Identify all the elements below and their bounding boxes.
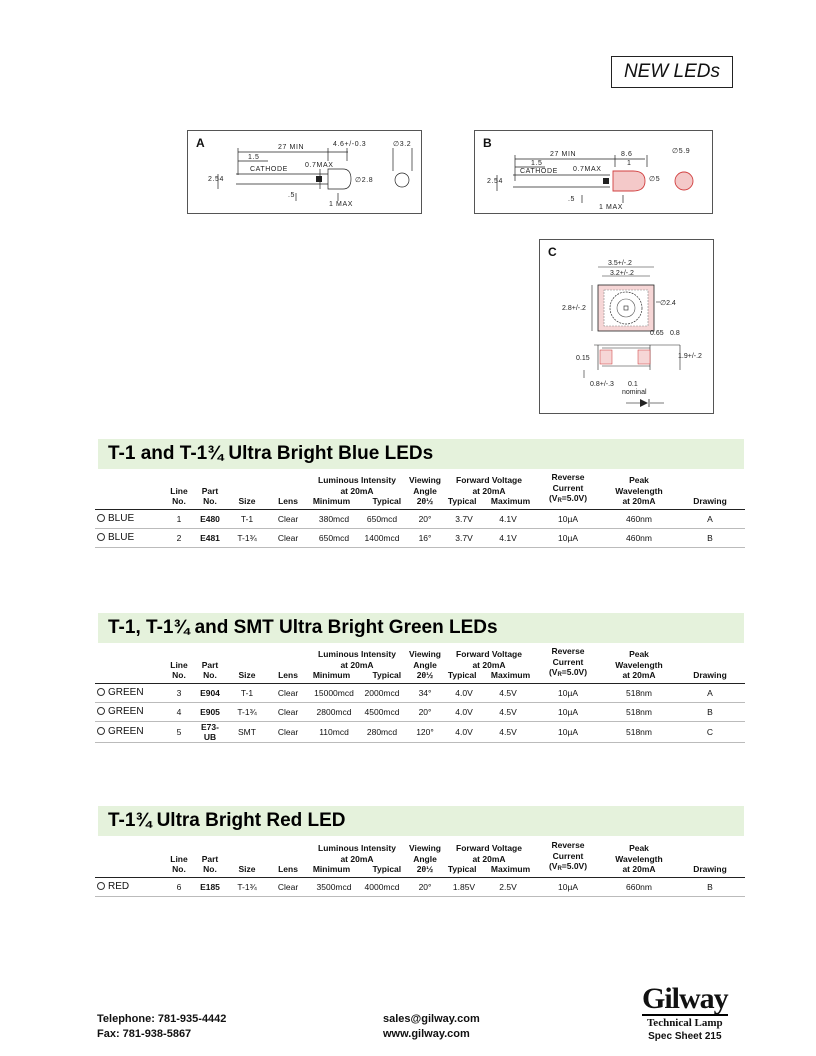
header-peak-wavelength: Peak Wavelength at 20mA xyxy=(603,840,675,877)
row-size: T-1¾ xyxy=(227,877,267,896)
dim-a-lead: 1.5 xyxy=(248,154,260,161)
dim-b-one: 1 xyxy=(627,160,632,167)
header-part-no: Part No. xyxy=(193,840,227,877)
row-wl: 518nm xyxy=(603,702,675,721)
row-color: GREEN xyxy=(95,683,165,702)
row-vtyp: 4.0V xyxy=(445,702,483,721)
row-color: RED xyxy=(95,877,165,896)
header-lens: Lens xyxy=(267,840,309,877)
table-row xyxy=(95,509,745,528)
row-size: T-1¾ xyxy=(227,702,267,721)
row-size: T-1¾ xyxy=(227,528,267,547)
gilway-logo xyxy=(642,982,728,1042)
row-vmax: 4.5V xyxy=(483,702,533,721)
new-leds-badge: NEW LEDs xyxy=(611,56,733,88)
dim-b-cathode: CATHODE xyxy=(520,168,558,175)
diagram-a-label: A xyxy=(196,136,205,150)
table-row xyxy=(95,721,745,742)
row-size: T-1 xyxy=(227,509,267,528)
row-part: E904 xyxy=(193,683,227,702)
row-typ: 2000mcd xyxy=(359,683,405,702)
spec-table-red xyxy=(95,840,745,897)
header-size: Size xyxy=(227,472,267,509)
dim-c-height: 2.8+/-.2 xyxy=(562,305,586,312)
dim-b-dia-lens: ∅5.9 xyxy=(672,148,691,155)
header-viewing-angle: Viewing Angle 2θ½ xyxy=(405,472,445,509)
row-vtyp: 3.7V xyxy=(445,528,483,547)
row-angle: 20° xyxy=(405,509,445,528)
row-color: GREEN xyxy=(95,721,165,742)
row-wl: 518nm xyxy=(603,683,675,702)
row-typ: 650mcd xyxy=(359,509,405,528)
telephone-text: Telephone: 781-935-4442 xyxy=(97,1013,227,1025)
header-line-no: Line No. xyxy=(165,472,193,509)
row-min: 110mcd xyxy=(309,721,359,742)
row-lens: Clear xyxy=(267,528,309,547)
header-luminous: Luminous Intensity at 20mA Minimum Typical xyxy=(309,646,405,683)
row-vtyp: 1.85V xyxy=(445,877,483,896)
header-peak-wavelength: Peak Wavelength at 20mA xyxy=(603,646,675,683)
email-link[interactable]: sales@gilway.com xyxy=(383,1013,480,1025)
row-drawing: B xyxy=(675,528,745,547)
row-vmax: 4.5V xyxy=(483,683,533,702)
dim-a-lead-dia: .5 xyxy=(288,192,296,199)
diagram-c-drawing xyxy=(540,240,715,415)
color-radio[interactable] xyxy=(97,514,105,522)
row-lens: Clear xyxy=(267,683,309,702)
row-lens: Clear xyxy=(267,509,309,528)
dim-a-pitch: 2.54 xyxy=(208,176,225,183)
header-part-no: Part No. xyxy=(193,646,227,683)
dim-c-pad: 0.65 xyxy=(650,330,664,337)
diagram-c xyxy=(539,239,714,414)
dim-c-pad-width: 0.8 xyxy=(670,330,680,337)
dim-c-lead: 0.8+/-.3 xyxy=(590,381,614,388)
dim-a-body: 4.6+/-0.3 xyxy=(333,141,367,148)
dim-b-pitch: 2.54 xyxy=(487,178,504,185)
color-radio[interactable] xyxy=(97,707,105,715)
header-part-no: Part No. xyxy=(193,472,227,509)
dim-b-body: 8.6 xyxy=(621,151,633,158)
logo-subtitle: Technical Lamp xyxy=(642,1014,728,1029)
row-vtyp: 4.0V xyxy=(445,721,483,742)
row-line: 4 xyxy=(165,702,193,721)
header-size: Size xyxy=(227,840,267,877)
row-typ: 1400mcd xyxy=(359,528,405,547)
dim-b-lead-dia: .5 xyxy=(568,196,576,203)
header-luminous: Luminous Intensity at 20mA Minimum Typical xyxy=(309,840,405,877)
header-peak-wavelength: Peak Wavelength at 20mA xyxy=(603,472,675,509)
row-angle: 16° xyxy=(405,528,445,547)
footer-contact-phone xyxy=(97,1012,226,1042)
row-drawing: C xyxy=(675,721,745,742)
header-luminous: Luminous Intensity at 20mA Minimum Typical xyxy=(309,472,405,509)
header-size: Size xyxy=(227,646,267,683)
row-line: 1 xyxy=(165,509,193,528)
table-row xyxy=(95,877,745,896)
header-color xyxy=(95,472,165,509)
dim-c-inner-width: 3.2+/-.2 xyxy=(610,270,634,277)
section-title-blue: T-1 and T-1¾ Ultra Bright Blue LEDs xyxy=(98,439,744,469)
row-angle: 20° xyxy=(405,702,445,721)
row-rc: 10µA xyxy=(533,528,603,547)
dim-c-nominal: nominal xyxy=(622,389,647,396)
spec-sheet-label: Spec Sheet 215 xyxy=(648,1031,722,1042)
dim-c-outer-width: 3.5+/-.2 xyxy=(608,260,632,267)
dim-a-dia-body: ∅2.8 xyxy=(355,177,374,184)
website-link[interactable]: www.gilway.com xyxy=(383,1028,470,1040)
section-title-red: T-1¾ Ultra Bright Red LED xyxy=(98,806,744,836)
row-color: BLUE xyxy=(95,528,165,547)
row-line: 2 xyxy=(165,528,193,547)
dim-a-cathode: CATHODE xyxy=(250,166,288,173)
dim-c-gap: 0.15 xyxy=(576,355,590,362)
footer-contact-web xyxy=(383,1012,480,1042)
row-rc: 10µA xyxy=(533,702,603,721)
dim-c-lens-dia: ∅2.4 xyxy=(660,300,676,307)
header-reverse-current: Reverse Current (VR=5.0V) xyxy=(533,646,603,683)
dim-c-thickness: 1.9+/-.2 xyxy=(678,353,702,360)
table-row xyxy=(95,683,745,702)
row-drawing: A xyxy=(675,683,745,702)
dim-a-length: 27 MIN xyxy=(278,144,305,151)
row-line: 5 xyxy=(165,721,193,742)
diagram-a xyxy=(187,130,422,214)
row-part: E905 xyxy=(193,702,227,721)
color-radio[interactable] xyxy=(97,533,105,541)
row-vmax: 4.1V xyxy=(483,509,533,528)
row-min: 650mcd xyxy=(309,528,359,547)
header-viewing-angle: Viewing Angle 2θ½ xyxy=(405,840,445,877)
dim-a-dia-lens: ∅3.2 xyxy=(393,141,412,148)
dim-b-dia-body: ∅5 xyxy=(649,176,661,183)
header-color xyxy=(95,840,165,877)
row-vtyp: 3.7V xyxy=(445,509,483,528)
row-vtyp: 4.0V xyxy=(445,683,483,702)
row-drawing: B xyxy=(675,877,745,896)
row-line: 6 xyxy=(165,877,193,896)
row-color: GREEN xyxy=(95,702,165,721)
row-wl: 660nm xyxy=(603,877,675,896)
row-vmax: 2.5V xyxy=(483,877,533,896)
section-title-green: T-1, T-1¾ and SMT Ultra Bright Green LEDs xyxy=(98,613,744,643)
header-reverse-current: Reverse Current (VR=5.0V) xyxy=(533,472,603,509)
row-wl: 460nm xyxy=(603,528,675,547)
row-min: 15000mcd xyxy=(309,683,359,702)
row-typ: 4500mcd xyxy=(359,702,405,721)
dim-b-length: 27 MIN xyxy=(550,151,577,158)
header-reverse-current: Reverse Current (VR=5.0V) xyxy=(533,840,603,877)
dim-b-lead: 1.5 xyxy=(531,160,543,167)
diagram-b-label: B xyxy=(483,136,492,150)
row-part: E185 xyxy=(193,877,227,896)
header-drawing: Drawing xyxy=(675,472,745,509)
header-lens: Lens xyxy=(267,472,309,509)
dim-a-flange: 0.7MAX xyxy=(305,162,334,169)
row-part: E480 xyxy=(193,509,227,528)
spec-table-blue xyxy=(95,472,745,548)
header-drawing: Drawing xyxy=(675,646,745,683)
row-lens: Clear xyxy=(267,721,309,742)
color-radio[interactable] xyxy=(97,688,105,696)
row-lens: Clear xyxy=(267,702,309,721)
row-drawing: B xyxy=(675,702,745,721)
row-wl: 518nm xyxy=(603,721,675,742)
row-rc: 10µA xyxy=(533,683,603,702)
row-part: E481 xyxy=(193,528,227,547)
row-min: 2800mcd xyxy=(309,702,359,721)
diagram-a-drawing xyxy=(188,131,423,215)
header-forward-voltage: Forward Voltage at 20mA Typical Maximum xyxy=(445,472,533,509)
dim-c-tolerance: 0.1 xyxy=(628,381,638,388)
row-min: 380mcd xyxy=(309,509,359,528)
header-row xyxy=(95,646,745,683)
row-rc: 10µA xyxy=(533,509,603,528)
logo-wordmark: Gilway xyxy=(642,982,728,1015)
row-vmax: 4.1V xyxy=(483,528,533,547)
header-row xyxy=(95,840,745,877)
table-row xyxy=(95,528,745,547)
header-lens: Lens xyxy=(267,646,309,683)
row-size: SMT xyxy=(227,721,267,742)
diagram-b-drawing xyxy=(475,131,714,215)
header-forward-voltage: Forward Voltage at 20mA Typical Maximum xyxy=(445,646,533,683)
row-vmax: 4.5V xyxy=(483,721,533,742)
row-drawing: A xyxy=(675,509,745,528)
row-angle: 120° xyxy=(405,721,445,742)
row-color: BLUE xyxy=(95,509,165,528)
row-angle: 20° xyxy=(405,877,445,896)
header-forward-voltage: Forward Voltage at 20mA Typical Maximum xyxy=(445,840,533,877)
color-radio[interactable] xyxy=(97,882,105,890)
diagram-c-label: C xyxy=(548,245,557,259)
header-line-no: Line No. xyxy=(165,840,193,877)
row-angle: 34° xyxy=(405,683,445,702)
header-viewing-angle: Viewing Angle 2θ½ xyxy=(405,646,445,683)
row-part: E73-UB xyxy=(193,721,227,742)
table-row xyxy=(95,702,745,721)
fax-text: Fax: 781-938-5867 xyxy=(97,1028,192,1040)
color-radio[interactable] xyxy=(97,727,105,735)
row-rc: 10µA xyxy=(533,721,603,742)
row-typ: 280mcd xyxy=(359,721,405,742)
row-min: 3500mcd xyxy=(309,877,359,896)
row-rc: 10µA xyxy=(533,877,603,896)
header-color xyxy=(95,646,165,683)
row-line: 3 xyxy=(165,683,193,702)
dim-b-flange: 0.7MAX xyxy=(573,166,602,173)
dim-b-max: 1 MAX xyxy=(599,204,624,211)
header-line-no: Line No. xyxy=(165,646,193,683)
spec-table-green xyxy=(95,646,745,743)
diagram-b xyxy=(474,130,713,214)
dim-a-max: 1 MAX xyxy=(329,201,354,208)
row-lens: Clear xyxy=(267,877,309,896)
row-typ: 4000mcd xyxy=(359,877,405,896)
header-row xyxy=(95,472,745,509)
row-size: T-1 xyxy=(227,683,267,702)
row-wl: 460nm xyxy=(603,509,675,528)
header-drawing: Drawing xyxy=(675,840,745,877)
